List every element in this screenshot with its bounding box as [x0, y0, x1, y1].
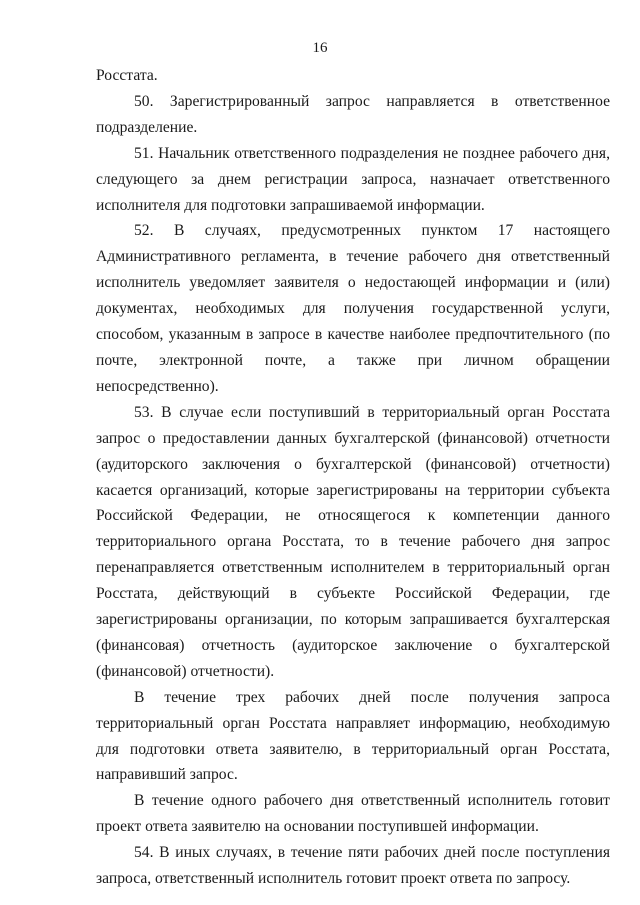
paragraph-52: 52. В случаях, предусмотренных пунктом 17 настоящего Административного регламента, в течение рабочего дня ответственный исполнитель уведомляет заявителя о недостающей информации и (или) документах, необходимых для получения государственной услуги, способом, указанным в запросе в качестве наиболее предпочтительного (по почте, электронной почте, а также при личном обращении непосредственно). [96, 222, 610, 395]
page-number: 16 [312, 40, 328, 56]
paragraph-continuation: Росстата. [96, 67, 158, 84]
paragraph-53-part-2: В течение трех рабочих дней после получения запроса территориальный орган Росстата направляет информацию, необходимую для подготовки ответа заявителю, в территориальный орган Росстата, направивший запрос. [96, 688, 610, 784]
document-body [96, 63, 610, 892]
paragraph-53: 53. В случае если поступивший в территориальный орган Росстата запрос о предоставлении данных бухгалтерской (финансовой) отчетности (аудиторского заключения о бухгалтерской (финансовой) отчетности) касается организаций, которые зарегистрированы на территории субъекта Российской Федерации, не относящегося к компетенции данного территориального органа Росстата, то в течение рабочего дня запрос перенаправляется ответственным исполнителем в территориальный орган Росстата, действующий в субъекте Российской Федерации, где зарегистрированы организации, по которым запрашивается бухгалтерская (финансовая) отчетность (аудиторское заключение о бухгалтерской (финансовой) отчетности). [96, 403, 610, 680]
paragraph-53-part-3: В течение одного рабочего дня ответственный исполнитель готовит проект ответа заявителю на основании поступившей информации. [96, 792, 610, 836]
paragraph-51: 51. Начальник ответственного подразделения не позднее рабочего дня, следующего за днем регистрации запроса, назначает ответственного исполнителя для подготовки запрашиваемой информации. [96, 144, 610, 214]
paragraph-54: 54. В иных случаях, в течение пяти рабочих дней после поступления запроса, ответственный исполнитель готовит проект ответа по запросу. [96, 844, 610, 888]
paragraph-50: 50. Зарегистрированный запрос направляется в ответственное подразделение. [96, 92, 610, 136]
